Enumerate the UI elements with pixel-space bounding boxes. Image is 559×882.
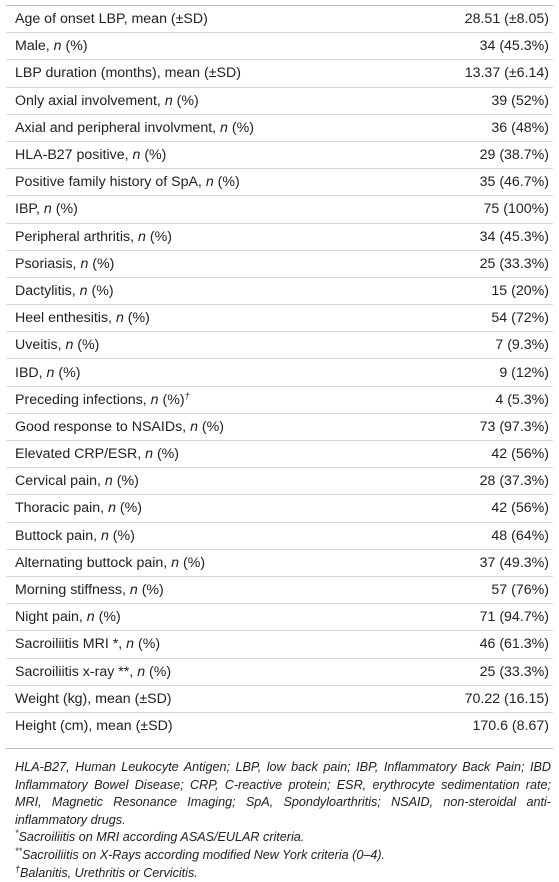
infection-footnote xyxy=(15,865,551,882)
table-row xyxy=(6,223,553,250)
row-label-unit: (%) xyxy=(197,418,224,435)
table-row xyxy=(6,87,553,114)
row-label-text: Height (cm), mean (±SD) xyxy=(15,717,173,734)
row-value: 35 (46.7%) xyxy=(280,169,554,196)
table-row xyxy=(6,386,553,413)
table-row xyxy=(6,522,553,549)
row-value: 170.6 (8.67) xyxy=(280,712,554,739)
row-label-unit: (%) xyxy=(134,636,161,653)
row-label-unit: (%) xyxy=(153,446,180,463)
row-label-text: Dactylitis, xyxy=(15,282,80,299)
row-label-n: n xyxy=(53,38,62,55)
row-label-text: IBD, xyxy=(15,364,47,381)
row-label xyxy=(6,223,280,250)
row-label-text: Night pain, xyxy=(15,609,87,626)
row-label xyxy=(6,495,280,522)
row-label-unit: (%) xyxy=(145,228,172,245)
row-label-text: Alternating buttock pain, xyxy=(15,554,172,571)
row-label xyxy=(6,413,280,440)
row-label-unit: (%) xyxy=(158,391,185,408)
row-label-unit: (%) xyxy=(137,582,164,599)
table-row xyxy=(6,332,553,359)
row-label-unit: (%) xyxy=(87,282,114,299)
table-row xyxy=(6,631,553,658)
row-label-text: Male, xyxy=(15,38,54,55)
row-label-n: n xyxy=(150,391,159,408)
row-label-n: n xyxy=(132,147,141,164)
row-label xyxy=(6,468,280,495)
row-label-n: n xyxy=(43,201,52,218)
row-label-n: n xyxy=(65,337,74,354)
row-label-text: Positive family history of SpA, xyxy=(15,174,206,191)
row-label-text: Age of onset LBP, mean (±SD) xyxy=(15,11,208,28)
row-value: 39 (52%) xyxy=(280,87,554,114)
table-row xyxy=(6,413,553,440)
table-row xyxy=(6,604,553,631)
table-row xyxy=(6,576,553,603)
row-label-unit: (%) xyxy=(172,92,199,109)
row-label-unit: (%) xyxy=(112,473,139,490)
row-label xyxy=(6,576,280,603)
row-label-unit: (%) xyxy=(54,364,81,381)
row-label-n: n xyxy=(190,418,198,435)
row-label xyxy=(6,196,280,223)
row-label xyxy=(6,386,280,413)
xray-footnote-mark: ** xyxy=(15,845,23,856)
row-label xyxy=(6,631,280,658)
row-label xyxy=(6,604,280,631)
row-label-text: Thoracic pain, xyxy=(15,500,109,517)
row-value: 28 (37.3%) xyxy=(280,468,554,495)
row-label xyxy=(6,712,280,739)
row-label xyxy=(6,522,280,549)
row-value: 25 (33.3%) xyxy=(280,250,554,277)
row-value: 73 (97.3%) xyxy=(280,413,554,440)
row-label-text: Weight (kg), mean (±SD) xyxy=(15,690,172,707)
table-row xyxy=(6,277,553,304)
row-label-text: Uveitis, xyxy=(15,337,66,354)
row-label-text: LBP duration (months), mean (±SD) xyxy=(15,65,241,82)
row-label-text: HLA-B27 positive, xyxy=(15,147,133,164)
row-value: 42 (56%) xyxy=(280,495,554,522)
row-label xyxy=(6,60,280,87)
row-label xyxy=(6,332,280,359)
row-value: 34 (45.3%) xyxy=(280,33,554,60)
row-value: 28.51 (±8.05) xyxy=(464,11,549,28)
row-value: 7 (9.3%) xyxy=(280,332,554,359)
row-label-n: n xyxy=(171,554,180,571)
row-label xyxy=(6,277,280,304)
row-label xyxy=(6,114,280,141)
table-row xyxy=(6,250,553,277)
row-label-n: n xyxy=(115,310,124,327)
table-row xyxy=(6,305,553,332)
row-label-n: n xyxy=(129,582,138,599)
table-row xyxy=(6,685,553,712)
row-value: 13.37 (±6.14) xyxy=(280,60,554,87)
row-label-n: n xyxy=(205,174,214,191)
row-label-n: n xyxy=(108,500,116,517)
row-label xyxy=(6,250,280,277)
table-row xyxy=(6,141,553,168)
table-row xyxy=(6,6,553,33)
row-value: 25 (33.3%) xyxy=(280,658,554,685)
infection-footnote-text: Balanitis, Urethritis or Cervicitis. xyxy=(20,865,198,880)
row-label-unit: (%) xyxy=(140,147,167,164)
table-bottom-rule xyxy=(6,748,553,749)
abbreviations-note: HLA-B27, Human Leukocyte Antigen; LBP, low back pain; IBP, Inflammatory Back Pain; IBD Inflammatory Bowel Disease; CRP, C-reactive protein; ESR, erythrocyte sedimentation rate; MRI, Magnetic Resonance Imaging; SpA, Spondyloarthritis; NSAID, non-steroidal anti-inflammatory drugs. xyxy=(15,760,551,827)
mri-footnote xyxy=(15,829,551,847)
characteristics-table xyxy=(6,6,553,739)
row-value: 48 (64%) xyxy=(280,522,554,549)
row-label-n: n xyxy=(86,609,95,626)
row-label-text: Sacroiliitis MRI *, xyxy=(15,636,127,653)
row-value: 37 (49.3%) xyxy=(280,549,554,576)
row-label-unit: (%) xyxy=(227,119,254,136)
row-label xyxy=(6,359,280,386)
row-label-n: n xyxy=(138,228,146,245)
row-label-n: n xyxy=(100,527,109,544)
table-row xyxy=(6,468,553,495)
row-label xyxy=(6,658,280,685)
row-label-unit: (%) xyxy=(213,174,240,191)
row-value: 9 (12%) xyxy=(280,359,554,386)
row-label-text: IBP, xyxy=(15,201,44,218)
table-row xyxy=(6,549,553,576)
row-footnote-mark: † xyxy=(184,390,190,401)
row-label xyxy=(6,685,280,712)
row-label-text: Elevated CRP/ESR, xyxy=(15,446,146,463)
table-row xyxy=(6,114,553,141)
row-value: 57 (76%) xyxy=(280,576,554,603)
row-label-n: n xyxy=(80,255,89,272)
row-label xyxy=(6,549,280,576)
row-label-unit: (%) xyxy=(123,310,150,327)
mri-footnote-text: Sacroiliitis on MRI according ASAS/EULAR criteria. xyxy=(18,830,305,845)
xray-footnote-text: Sacroiliitis on X-Rays according modified New York criteria (0–4). xyxy=(22,847,386,862)
table-footnotes xyxy=(15,759,551,882)
row-label-text: Preceding infections, xyxy=(15,391,151,408)
infection-footnote-mark: † xyxy=(15,863,21,874)
row-label-text: Good response to NSAIDs, xyxy=(15,418,191,435)
row-label xyxy=(6,6,280,33)
row-label-n: n xyxy=(126,636,135,653)
row-value: 15 (20%) xyxy=(280,277,554,304)
row-label-text: Buttock pain, xyxy=(15,527,101,544)
row-label-text: Peripheral arthritis, xyxy=(15,228,139,245)
row-value: 36 (48%) xyxy=(280,114,554,141)
row-label xyxy=(6,169,280,196)
table-body xyxy=(6,6,553,739)
table-row xyxy=(6,712,553,739)
row-label-unit: (%) xyxy=(94,609,121,626)
row-label-n: n xyxy=(164,92,173,109)
row-label-unit: (%) xyxy=(73,337,100,354)
row-label-text: Cervical pain, xyxy=(15,473,105,490)
row-label xyxy=(6,87,280,114)
row-label-n: n xyxy=(46,364,55,381)
row-value: 54 (72%) xyxy=(280,305,554,332)
row-label-unit: (%) xyxy=(115,500,142,517)
row-label-text: Sacroiliitis x-ray **, xyxy=(15,663,138,680)
row-label-unit: (%) xyxy=(88,255,115,272)
row-label-unit: (%) xyxy=(145,663,172,680)
row-label-text: Axial and peripheral involvment, xyxy=(15,119,221,136)
row-label xyxy=(6,441,280,468)
xray-footnote xyxy=(15,847,551,865)
row-value: 34 (45.3%) xyxy=(280,223,554,250)
row-value: 29 (38.7%) xyxy=(280,141,554,168)
row-label-unit: (%) xyxy=(51,201,78,218)
row-label-n: n xyxy=(79,282,88,299)
row-value: 46 (61.3%) xyxy=(280,631,554,658)
row-value: 71 (94.7%) xyxy=(280,604,554,631)
table-row xyxy=(6,169,553,196)
table-row xyxy=(6,196,553,223)
table-row xyxy=(6,359,553,386)
row-label-n: n xyxy=(145,446,153,463)
row-label xyxy=(6,33,280,60)
table-row xyxy=(6,658,553,685)
mri-footnote-mark: * xyxy=(15,828,19,839)
row-label-unit: (%) xyxy=(179,554,206,571)
row-value: 75 (100%) xyxy=(280,196,554,223)
row-label-text: Morning stiffness, xyxy=(15,582,130,599)
row-label-n: n xyxy=(104,473,113,490)
table-row xyxy=(6,33,553,60)
row-label xyxy=(6,141,280,168)
row-label-n: n xyxy=(220,119,228,136)
table-row xyxy=(6,60,553,87)
row-label-unit: (%) xyxy=(61,38,88,55)
row-label xyxy=(6,305,280,332)
row-value: 4 (5.3%) xyxy=(280,386,554,413)
table-row xyxy=(6,495,553,522)
row-label-n: n xyxy=(137,663,146,680)
row-label-text: Only axial involvement, xyxy=(15,92,165,109)
row-label-text: Heel enthesitis, xyxy=(15,310,116,327)
row-value: 42 (56%) xyxy=(280,441,554,468)
row-label-unit: (%) xyxy=(108,527,135,544)
row-value: 70.22 (16.15) xyxy=(280,685,554,712)
table-row xyxy=(6,441,553,468)
row-label-text: Psoriasis, xyxy=(15,255,81,272)
